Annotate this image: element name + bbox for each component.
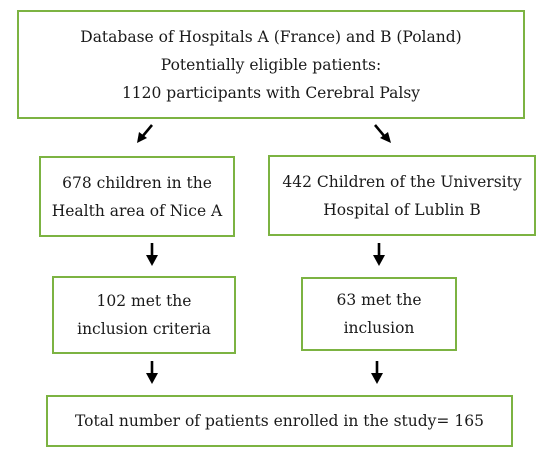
nice-hospital-line2: Health area of Nice A (51, 201, 223, 220)
arrow-left-down-1-icon (145, 243, 159, 267)
lublin-hospital-box (268, 155, 536, 236)
lublin-inclusion-line1: 63 met the (336, 291, 422, 309)
nice-hospital-box (39, 156, 235, 237)
nice-inclusion-box (52, 276, 236, 354)
lublin-inclusion-line2: inclusion (343, 319, 415, 337)
lublin-inclusion-box (301, 277, 457, 351)
nice-inclusion-line1: 102 met the (96, 292, 192, 310)
total-enrolled-text: Total number of patients enrolled in the study= 165 (75, 412, 484, 430)
eligible-patients-label: Potentially eligible patients: (160, 55, 382, 74)
lublin-hospital-line2: Hospital of Lublin B (323, 200, 481, 219)
participants-count: 1120 participants with Cerebral Palsy (121, 83, 421, 102)
arrow-left-down-2-icon (145, 361, 159, 385)
source-database-box (17, 10, 525, 119)
arrow-right-down-2-icon (370, 361, 384, 385)
arrow-top-to-right-icon (372, 123, 392, 145)
source-database-title: Database of Hospitals A (France) and B (Poland) (80, 27, 462, 46)
lublin-hospital-line1: 442 Children of the University (282, 172, 522, 191)
nice-inclusion-line2: inclusion criteria (77, 320, 211, 338)
total-enrolled-box (46, 395, 513, 447)
arrow-right-down-1-icon (372, 243, 386, 267)
nice-hospital-line1: 678 children in the (62, 173, 212, 192)
arrow-top-to-left-icon (136, 123, 156, 145)
